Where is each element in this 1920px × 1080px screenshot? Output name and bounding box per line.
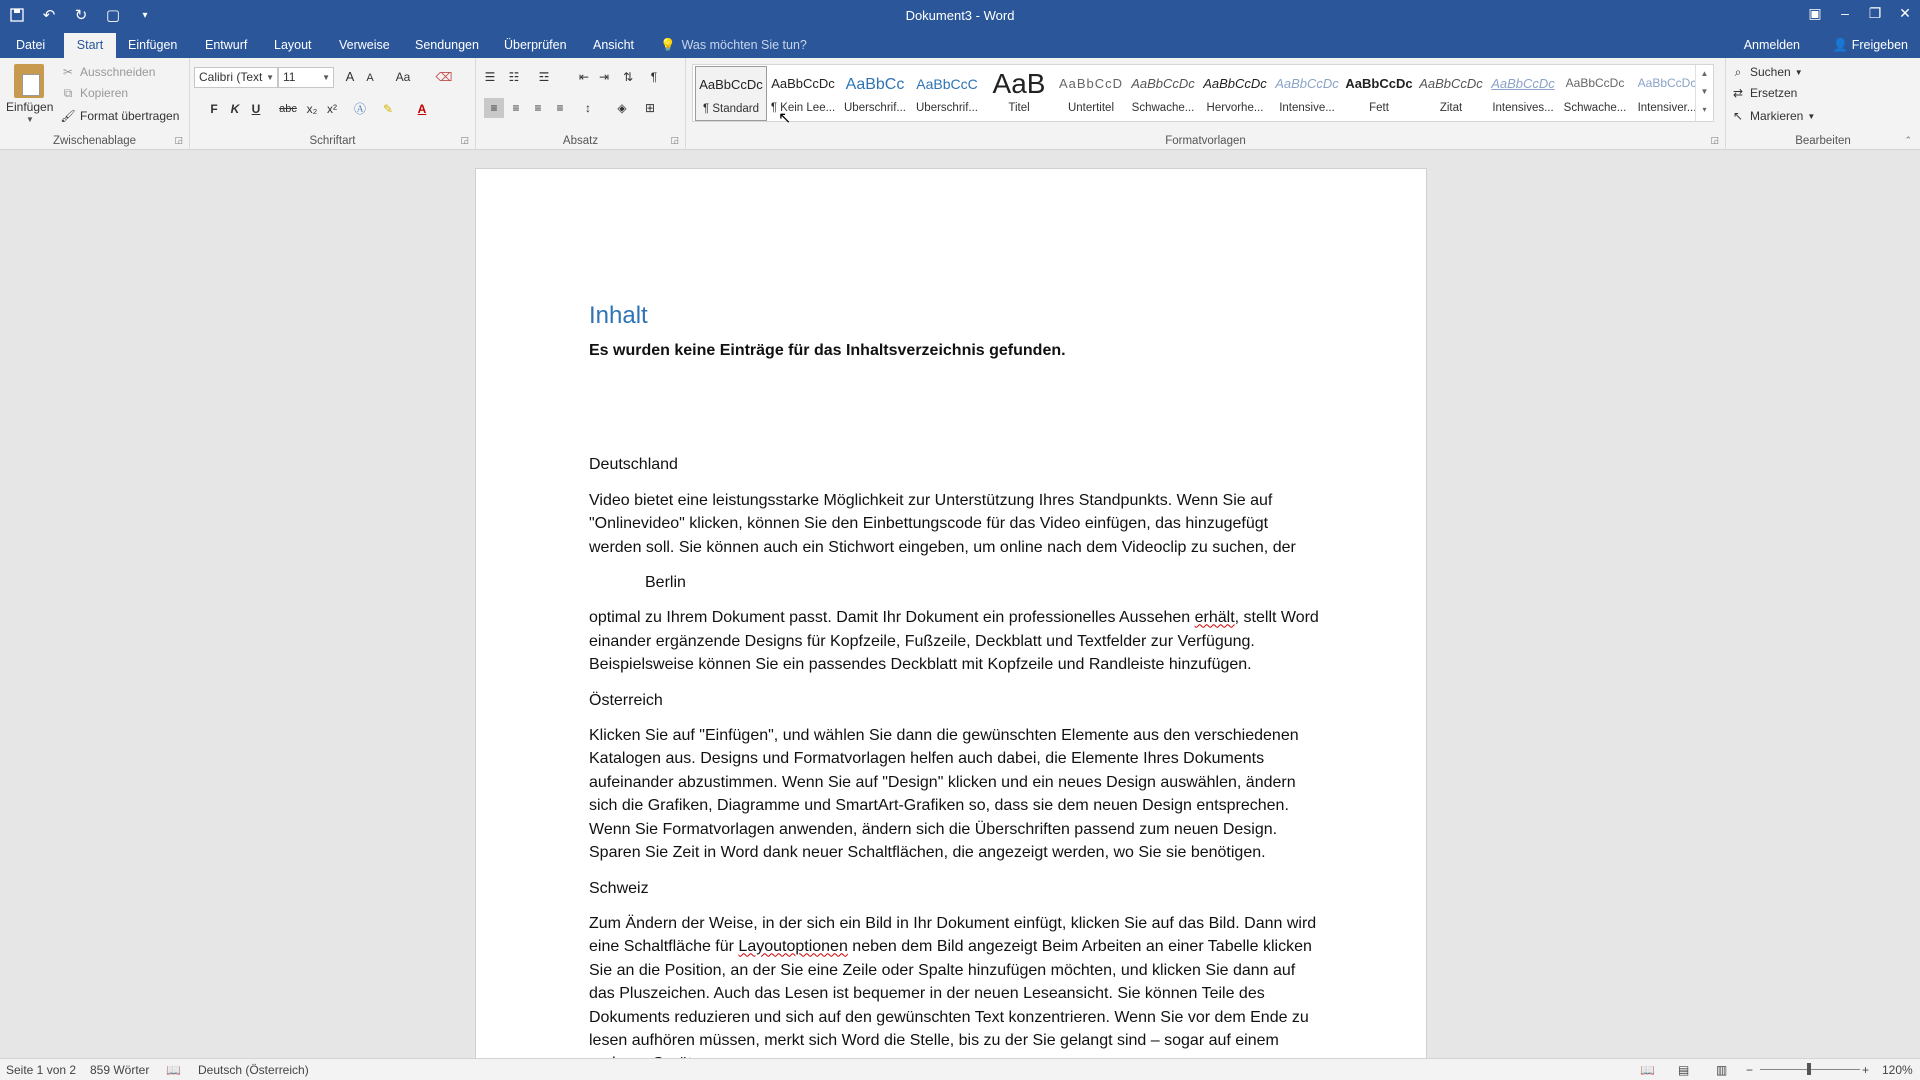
chevron-down-icon: ▼ xyxy=(26,115,34,124)
redo-icon[interactable]: ↻ xyxy=(74,7,88,24)
share-button[interactable] xyxy=(1833,33,1908,58)
change-case-button[interactable]: Aa xyxy=(395,70,411,84)
bullets-icon[interactable]: ☰ xyxy=(484,70,496,84)
gallery-scroll xyxy=(1695,65,1713,121)
clear-formatting-icon[interactable]: ⌫ xyxy=(435,70,453,84)
proofing-icon[interactable]: 📖 xyxy=(166,1063,181,1077)
subscript-button[interactable]: x₂ xyxy=(306,102,318,116)
font-color-icon[interactable]: A xyxy=(417,102,427,116)
copy-label: Kopieren xyxy=(80,86,129,100)
share-label: Freigeben xyxy=(1851,38,1908,52)
format-painter-button[interactable] xyxy=(60,108,179,124)
collapse-ribbon-icon[interactable]: ⌃ xyxy=(1904,135,1912,145)
style-schwacher-verweis[interactable] xyxy=(1559,66,1631,121)
text-run: optimal zu Ihrem Dokument passt. Damit Ihr Dokument ein professionelles Aussehen xyxy=(589,609,1195,627)
replace-icon: ⇄ xyxy=(1732,86,1744,100)
style-ueberschrift-1[interactable] xyxy=(839,66,911,121)
tab-start[interactable]: Start xyxy=(64,33,116,58)
style-name: Intensives... xyxy=(1492,102,1554,114)
ribbon-display-options-icon[interactable]: ▣ xyxy=(1808,4,1822,21)
tab-ansicht[interactable]: Ansicht xyxy=(593,38,634,52)
person-icon: 👤 xyxy=(1832,38,1852,52)
tell-me-box[interactable] xyxy=(660,33,807,58)
zoom-out-icon[interactable]: − xyxy=(1746,1063,1754,1077)
paragraph-1: Video bietet eine leistungsstarke Möglichkeit zur Unterstützung Ihres Standpunkts. Wenn Sie auf "Onlinevideo" klicken, können Sie den Einbettungscode für das Video einfügen, das hinzugefügt werden soll. Sie können auch ein Stichwort eingeben, um online nach dem Videoclip zu suchen, der xyxy=(589,491,1296,556)
document-canvas[interactable] xyxy=(0,151,1920,1058)
search-icon: ⌕ xyxy=(1734,64,1742,79)
align-right-icon[interactable]: ≡ xyxy=(534,101,542,115)
style-intensive-hervorhebung[interactable] xyxy=(1271,66,1343,121)
style-sample: AaBbCcDc xyxy=(1131,76,1195,91)
borders-icon[interactable]: ⊞ xyxy=(644,101,656,115)
spelling-error[interactable]: erhält xyxy=(1194,609,1235,627)
style-name: Hervorhe... xyxy=(1206,102,1264,114)
style-name: Zitat xyxy=(1439,102,1463,114)
style-ueberschrift-2[interactable] xyxy=(911,66,983,121)
style-sample: AaBbCcDc xyxy=(699,77,763,92)
undo-icon[interactable]: ↶ xyxy=(42,7,56,24)
heading-schweiz: Schweiz xyxy=(589,879,649,897)
zoom-slider-handle[interactable] xyxy=(1807,1063,1811,1075)
chevron-up-icon[interactable]: ▲ xyxy=(1700,69,1709,78)
toc-title: Inhalt xyxy=(589,302,648,329)
style-intensiver-verweis[interactable] xyxy=(1631,66,1703,121)
tab-datei[interactable]: Datei xyxy=(16,38,46,52)
editing-group xyxy=(1726,58,1920,150)
editing-group-label: Bearbeiten xyxy=(1795,135,1851,147)
style-sample: AaBbCcC xyxy=(916,76,978,92)
style-sample: AaBbCcDc xyxy=(1419,76,1483,91)
font-group-label: Schriftart xyxy=(309,135,356,147)
style-sample: AaBbCcDc xyxy=(1275,76,1339,91)
clipboard-group-label: Zwischenablage xyxy=(52,135,137,147)
cut-label: Ausschneiden xyxy=(80,65,156,79)
paragraph-group-label: Absatz xyxy=(562,135,599,147)
paste-icon xyxy=(14,64,44,98)
tell-me-placeholder: Was möchten Sie tun? xyxy=(681,38,807,52)
decrease-indent-icon[interactable]: ⇤ xyxy=(578,70,590,84)
grow-font-button[interactable]: A xyxy=(345,69,355,84)
paragraph-group xyxy=(476,58,686,150)
status-bar xyxy=(0,1058,1920,1080)
text-run: , stellt Word einander ergänzende Designs für Kopfzeile, Fußzeile, Deckblatt und Textfelder zur Verfügung. Beispielsweise können Sie ein passendes Deckblatt mit Kopfzeile und Randleiste hinzufügen. xyxy=(589,609,1319,674)
chevron-down-icon: ▼ xyxy=(1794,67,1803,77)
document-page[interactable] xyxy=(476,169,1426,1069)
style-sample: AaBbCcDc xyxy=(1203,76,1267,91)
style-name: Titel xyxy=(1008,102,1030,114)
replace-label: Ersetzen xyxy=(1750,86,1798,100)
select-button[interactable] xyxy=(1730,108,1815,124)
style-name: Untertitel xyxy=(1067,102,1115,114)
paintbrush-icon: 🖌 xyxy=(60,109,76,123)
align-left-icon[interactable]: ≡ xyxy=(484,98,504,118)
chevron-down-icon: ▼ xyxy=(1807,111,1816,121)
print-layout-icon[interactable]: ▤ xyxy=(1678,1063,1690,1077)
font-size-combobox[interactable] xyxy=(278,67,334,88)
replace-button[interactable] xyxy=(1730,85,1797,101)
bold-button[interactable]: F xyxy=(210,102,218,116)
multilevel-list-icon[interactable]: ☲ xyxy=(538,70,550,84)
copy-button[interactable] xyxy=(60,85,128,101)
lightbulb-icon: 💡 xyxy=(660,38,676,52)
increase-indent-icon[interactable]: ⇥ xyxy=(598,70,610,84)
tab-ueberpruefen[interactable]: Überprüfen xyxy=(504,38,567,52)
paste-label: Einfügen xyxy=(6,100,54,114)
web-layout-icon[interactable]: ▥ xyxy=(1716,1063,1728,1077)
find-button[interactable] xyxy=(1730,64,1803,80)
justify-icon[interactable]: ≡ xyxy=(556,101,564,115)
select-label: Markieren xyxy=(1750,109,1804,123)
shrink-font-button[interactable]: A xyxy=(366,72,374,84)
customize-qat-icon[interactable]: ▾ xyxy=(142,9,148,21)
more-styles-icon[interactable]: ▾ xyxy=(1702,105,1707,114)
style-name: Schwache... xyxy=(1131,102,1195,114)
clipboard-group xyxy=(0,58,190,150)
styles-group xyxy=(686,58,1726,150)
document-body[interactable] xyxy=(589,301,1319,1069)
style-sample: AaBbCc xyxy=(845,76,905,93)
chevron-down-icon: ▼ xyxy=(266,73,274,82)
zoom-in-icon[interactable]: + xyxy=(1862,1063,1870,1077)
text-effects-icon[interactable]: Ⓐ xyxy=(353,102,366,116)
read-mode-icon[interactable]: 📖 xyxy=(1640,1063,1655,1077)
window-title: Dokument3 - Word xyxy=(905,8,1015,23)
language-indicator[interactable]: Deutsch (Österreich) xyxy=(198,1063,309,1077)
style-sample: AaBbCcDc xyxy=(1345,76,1413,91)
style-hervorhebung[interactable] xyxy=(1199,66,1271,121)
paragraph-4 xyxy=(589,912,1319,1069)
style-sample: AaBbCcD xyxy=(1058,76,1124,91)
styles-gallery xyxy=(692,64,1714,122)
heading-oesterreich: Österreich xyxy=(589,691,663,709)
style-name: Überschrif... xyxy=(844,102,906,114)
dialog-launcher-icon[interactable]: ◲ xyxy=(670,135,679,145)
title-bar xyxy=(0,0,1920,33)
paragraph-2 xyxy=(589,606,1319,676)
window-controls xyxy=(1800,0,1920,26)
page-indicator[interactable]: Seite 1 von 2 xyxy=(6,1063,77,1077)
style-sample: AaB xyxy=(992,68,1046,99)
line-spacing-icon[interactable]: ↕ xyxy=(585,101,591,115)
sort-icon[interactable]: ⇅ xyxy=(622,70,634,84)
text-run: Zum Ändern der Weise, in der sich ein Bild in Ihr Dokument einfügt, klicken Sie auf das Bild. Dann wird eine Schaltfläche für xyxy=(589,914,1317,956)
strikethrough-button[interactable]: abc xyxy=(279,103,297,115)
style-fett[interactable] xyxy=(1343,66,1415,121)
show-formatting-marks-icon[interactable]: ¶ xyxy=(650,70,658,84)
style-sample: AaBbCcDc xyxy=(771,76,835,91)
style-sample: AaBbCcDc xyxy=(1491,76,1555,91)
dialog-launcher-icon[interactable]: ◲ xyxy=(460,135,469,145)
cursor-icon: ↖ xyxy=(1732,109,1744,123)
minimize-icon[interactable]: – xyxy=(1841,5,1849,21)
word-count[interactable]: 859 Wörter xyxy=(90,1063,150,1077)
font-group xyxy=(190,58,476,150)
style-name: Schwache... xyxy=(1563,102,1627,114)
toc-empty-message: Es wurden keine Einträge für das Inhaltsverzeichnis gefunden. xyxy=(589,342,1066,359)
heading-deutschland: Deutschland xyxy=(589,456,678,474)
style-name: ¶ Standard xyxy=(702,103,760,115)
style-schwache-hervorhebung[interactable] xyxy=(1127,66,1199,121)
style-titel[interactable] xyxy=(983,66,1055,121)
dialog-launcher-icon[interactable]: ◲ xyxy=(174,135,183,145)
numbering-icon[interactable]: ☷ xyxy=(508,70,520,84)
style-name: Fett xyxy=(1369,102,1389,114)
style-zitat[interactable] xyxy=(1415,66,1487,121)
highlight-icon[interactable]: ✎ xyxy=(382,102,394,116)
restore-icon[interactable]: ❐ xyxy=(1868,4,1882,21)
style-intensives-zitat[interactable] xyxy=(1487,66,1559,121)
chevron-down-icon[interactable]: ▼ xyxy=(1700,87,1709,96)
align-center-icon[interactable]: ≡ xyxy=(512,101,520,115)
superscript-button[interactable]: x² xyxy=(327,102,337,116)
tab-layout[interactable]: Layout xyxy=(274,38,312,52)
mouse-cursor-icon: ↖ xyxy=(778,110,792,127)
style-name: Intensive... xyxy=(1279,102,1335,114)
find-label: Suchen xyxy=(1750,65,1791,79)
tab-sendungen[interactable]: Sendungen xyxy=(415,38,479,52)
scissors-icon: ✂ xyxy=(62,65,74,79)
style-untertitel[interactable] xyxy=(1055,66,1127,121)
format-painter-label: Format übertragen xyxy=(80,109,180,123)
paragraph-3: Klicken Sie auf "Einfügen", und wählen Sie dann die gewünschten Elemente aus den verschiedenen Katalogen aus. Designs und Formatvorlagen helfen auch dabei, die Elemente Ihres Dokuments aufeinander abzustimmen. Wenn Sie auf "Design" klicken und ein neues Design auswählen, ändern sich die Grafiken, Diagramme und SmartArt-Grafiken so, dass sie dem neuen Design entsprechen. Wenn Sie Formatvorlagen anwenden, ändern sich die Überschriften passend zum neuen Design. Sparen Sie Zeit in Word dank neuer Schaltflächen, die angezeigt werden, wo Sie sie benötigen. xyxy=(589,727,1299,862)
copy-icon: ⧉ xyxy=(63,85,73,100)
style-name: Überschrif... xyxy=(916,102,978,114)
font-name-combobox[interactable] xyxy=(194,67,278,88)
style-name: Intensiver... xyxy=(1637,102,1697,114)
italic-button[interactable]: K xyxy=(230,102,240,116)
styles-group-label: Formatvorlagen xyxy=(1165,135,1246,147)
style-standard[interactable] xyxy=(695,66,767,121)
cut-button[interactable] xyxy=(60,64,155,80)
chevron-down-icon: ▼ xyxy=(322,73,330,82)
style-sample: AaBbCcDc xyxy=(1637,76,1697,90)
shading-icon[interactable]: ◈ xyxy=(617,101,627,115)
ribbon xyxy=(0,58,1920,150)
sign-in-link[interactable]: Anmelden xyxy=(1743,38,1800,52)
style-name: ¶ Kein Lee... xyxy=(770,102,836,114)
dialog-launcher-icon[interactable]: ◲ xyxy=(1710,135,1719,145)
style-sample: AaBbCcDc xyxy=(1565,76,1625,90)
zoom-level[interactable]: 120% xyxy=(1882,1063,1913,1077)
close-icon[interactable]: ✕ xyxy=(1899,4,1911,21)
font-size-value: 11 xyxy=(283,70,296,84)
tab-einfuegen[interactable]: Einfügen xyxy=(128,38,178,52)
ribbon-tabs xyxy=(0,33,1920,58)
tab-entwurf[interactable]: Entwurf xyxy=(205,38,248,52)
underline-button[interactable]: U xyxy=(251,102,261,116)
text-run: neben dem Bild angezeigt Beim Arbeiten an einer Tabelle klicken Sie an die Position, an der Sie eine Zeile oder Spalte hinzufügen möchten, und klicken Sie dann auf das Pluszeichen. Auch das Lesen ist bequemer in der neuen Leseansicht. Sie können Teile des Dokuments reduzieren und sich auf den gewünschten Text konzentrieren. Wenn Sie vor dem Ende zu lesen aufhören müssen, merkt sich Word die Stelle, bis zu der Sie gelangt sind – sogar auf einem xyxy=(589,938,1312,1049)
spelling-error[interactable]: Layoutoptionen xyxy=(738,938,848,956)
tab-verweise[interactable]: Verweise xyxy=(339,38,390,52)
text-berlin: Berlin xyxy=(645,574,686,592)
new-document-icon[interactable]: ▢ xyxy=(105,7,121,24)
font-name-value: Calibri (Text xyxy=(199,70,263,84)
